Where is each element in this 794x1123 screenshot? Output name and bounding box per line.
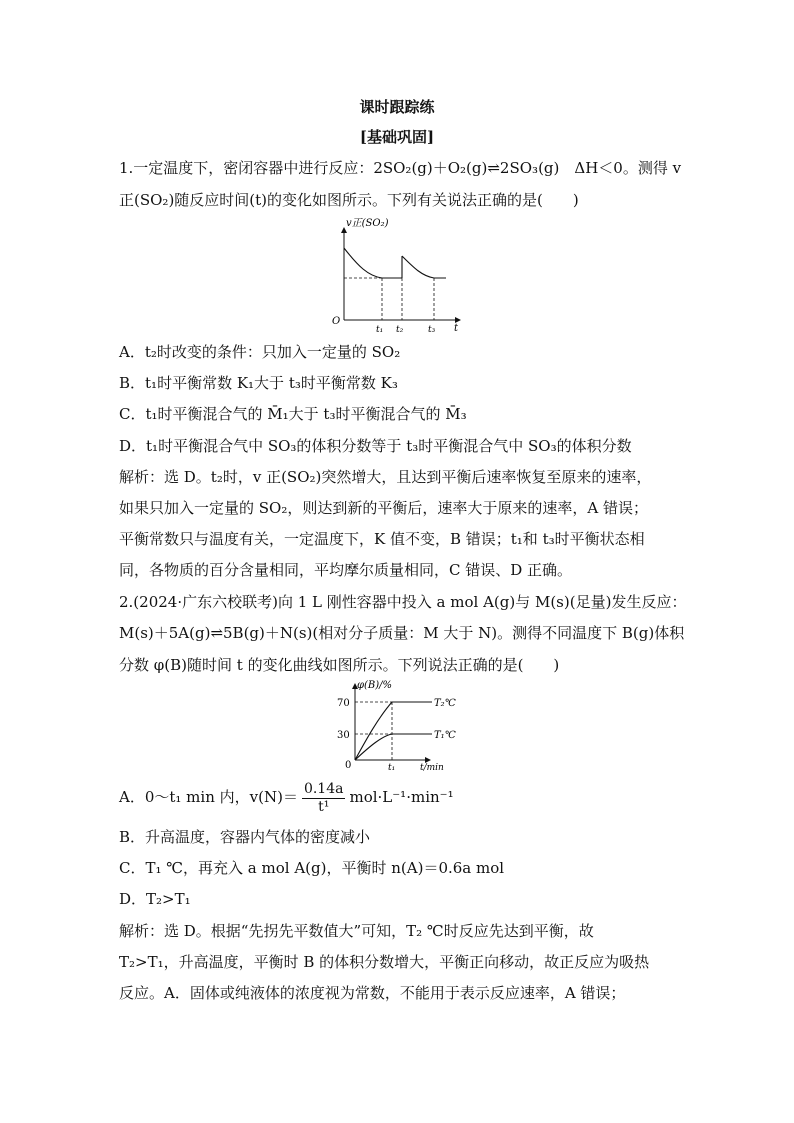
q2-fraction-numerator: 0.14a [303,780,344,797]
q2-option-b: B．升高温度，容器内气体的密度减小 [119,828,371,846]
q1-stem-line1: 1.一定温度下，密闭容器中进行反应：2SO₂(g)＋O₂(g)⇌2SO₃(g) ΔH＜0。测得 v [119,159,682,177]
q2-option-a-prefix: A．0～t₁ min 内，v(N)＝ [119,788,298,806]
q1-curve-2 [402,256,446,278]
q1-analysis-line1: 解析：选 D。t₂时，v 正(SO₂)突然增大，且达到平衡后速率恢复至原来的速率， [119,468,652,486]
q2-option-d: D．T₂>T₁ [119,890,191,908]
q2-option-a-unit: mol·L⁻¹·min⁻¹ [349,788,454,806]
q2-tick-30: 30 [337,730,350,741]
q1-option-b: B．t₁时平衡常数 K₁大于 t₃时平衡常数 K₃ [119,374,398,392]
q2-analysis-line1: 解析：选 D。根据“先拐先平数值大”可知，T₂ ℃时反应先达到平衡，故 [119,922,594,940]
q1-analysis-line2: 如果只加入一定量的 SO₂，则达到新的平衡后，速率大于原来的速率，A 错误； [119,499,648,517]
q2-ylabel: φ(B)/% [357,680,393,691]
q2-tick-70: 70 [337,698,350,709]
q2-option-a [119,777,454,817]
q1-ylabel: v正(SO₂) [346,218,389,229]
q2-xlabel: t/min [420,763,444,772]
q1-rate-graph [320,214,470,336]
section-heading: [基础巩固] [359,128,435,146]
q2-label-t1: T₁℃ [434,730,456,741]
q2-stem-line2: M(s)＋5A(g)⇌5B(g)＋N(s)(相对分子质量：M 大于 N)。测得不同温度下 B(g)体积 [119,624,685,642]
q2-option-a-fraction [302,781,346,816]
page-title: 课时跟踪练 [359,98,435,116]
q2-curve-t1 [355,734,432,760]
q1-origin: O [332,316,341,327]
q1-xlabel: t [454,323,459,334]
q2-fraction-graph [320,676,470,772]
q1-option-d: D．t₁时平衡混合气中 SO₃的体积分数等于 t₃时平衡混合气中 SO₃的体积分数 [119,437,632,455]
q2-analysis-line2: T₂>T₁，升高温度，平衡时 B 的体积分数增大，平衡正向移动，故正反应为吸热 [119,953,650,971]
q1-tick-t1: t₁ [376,325,384,335]
q1-analysis-line3: 平衡常数只与温度有关，一定温度下，K 值不变，B 错误；t₁和 t₃时平衡状态相 [119,530,645,548]
q2-origin: 0 [345,760,352,771]
q1-option-c: C．t₁时平衡混合气的 M̄₁大于 t₃时平衡混合气的 M̄₃ [119,405,467,423]
q2-curve-t2 [355,702,432,760]
q2-option-c: C．T₁ ℃，再充入 a mol A(g)，平衡时 n(A)＝0.6a mol [119,859,505,877]
q2-label-t2: T₂℃ [434,698,456,709]
q1-curve-1 [344,248,402,278]
q1-tick-t2: t₂ [396,325,404,335]
q1-tick-t3: t₃ [428,325,436,335]
q2-fraction-denominator: t¹ [318,798,330,815]
q1-stem-line2: 正(SO₂)随反应时间(t)的变化如图所示。下列有关说法正确的是( ) [119,191,579,209]
q1-option-a: A．t₂时改变的条件：只加入一定量的 SO₂ [119,343,401,361]
q1-analysis-line4: 同，各物质的百分含量相同，平均摩尔质量相同，C 错误、D 正确。 [119,561,573,579]
q2-stem-line3: 分数 φ(B)随时间 t 的变化曲线如图所示。下列说法正确的是( ) [119,656,560,674]
q2-analysis-line3: 反应。A．固体或纯液体的浓度视为常数，不能用于表示反应速率，A 错误； [119,984,626,1002]
q2-stem-line1: 2.(2024·广东六校联考)向 1 L 刚性容器中投入 a mol A(g)与 M(s)(足量)发生反应： [119,593,687,611]
q2-tick-t1: t₁ [388,763,396,772]
